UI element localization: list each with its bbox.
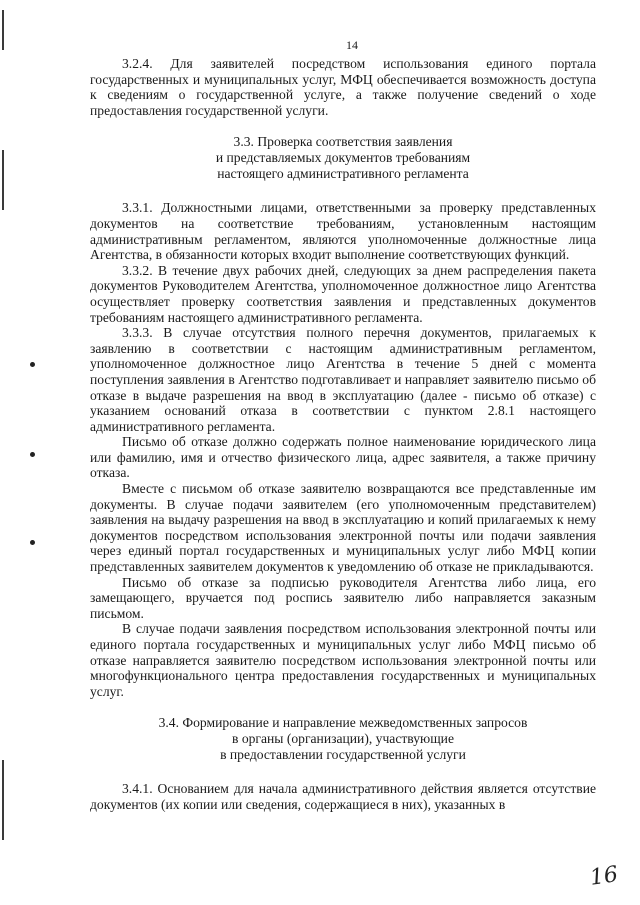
heading-line: и представляемых документов требованиям bbox=[215, 150, 471, 166]
heading-line: настоящего административного регламента bbox=[217, 166, 469, 182]
page-number: 14 bbox=[346, 38, 358, 52]
paragraph-3-2-4: 3.2.4. Для заявителей посредством использования единого портала государственных и муниципальных услуг, МФЦ обеспечивается возможность доступа к сведениям о государственной услуге, а также получение сведений о ходе предоставления государственной услуги. bbox=[90, 56, 596, 118]
heading-line: 3.4. Формирование и направление межведомственных запросов bbox=[158, 715, 528, 731]
paragraph-signature: Письмо об отказе за подписью руководителя Агентства либо лица, его замещающего, вручается под роспись заявителю либо направляется заказным письмом. bbox=[90, 574, 596, 621]
heading-line: 3.3. Проверка соответствия заявления bbox=[233, 134, 453, 150]
section-heading-3-3 bbox=[90, 134, 596, 182]
heading-line: в органы (организации), участвующие bbox=[232, 731, 454, 747]
paragraph-3-3-3: 3.3.3. В случае отсутствия полного перечня документов, прилагаемых к заявлению в соответствии с настоящим административным регламентом, уполномоченное должностное лицо Агентства в течение 5 дней с момента поступления заявления в Агентство подготавливает и направляет заявителю письмо об отказе в выдаче разрешения на ввод в эксплуатацию (далее - письмо об отказе) с указанием оснований отказа в соответствии с пунктом 2.8.1 настоящего административного регламента. bbox=[90, 325, 596, 434]
paragraph-3-3-2: 3.3.2. В течение двух рабочих дней, следующих за днем распределения пакета документов Руководителем Агентства, уполномоченное должностное лицо Агентства осуществляет проверку соответствия заявления и представленных документов требованиям настоящего административного регламента. bbox=[90, 262, 596, 325]
paragraph-3-4-1: 3.4.1. Основанием для начала административного действия является отсутствие документов (их копии или сведения, содержащиеся в них), указанных в bbox=[90, 781, 596, 812]
heading-line: в предоставлении государственной услуги bbox=[220, 747, 466, 763]
hole-punch-dot bbox=[30, 540, 35, 545]
document-body bbox=[90, 56, 596, 813]
hole-punch-dot bbox=[30, 452, 35, 457]
hole-punch-dot bbox=[30, 362, 35, 367]
paragraph-3-3-1: 3.3.1. Должностными лицами, ответственными за проверку представленных документов на соответствие требованиям, установленным настоящим административным регламентом, являются уполномоченные должностные лица Агентства, в обязанности которых входит выполнение соответствующих функций. bbox=[90, 200, 596, 263]
paragraph-refusal-content: Письмо об отказе должно содержать полное наименование юридического лица или фамилию, имя и отчество физического лица, адрес заявителя, а также причину отказа. bbox=[90, 434, 596, 481]
paragraph-return-documents: Вместе с письмом об отказе заявителю возвращаются все представленные им документы. В случае подачи заявителем (его уполномоченным представителем) заявления на выдачу разрешения на ввод в эксплуатацию и копий прилагаемых к нему документов посредством использования электронной почты или подачи заявления через единый портал государственных и муниципальных услуг либо МФЦ копии представленных заявителем документов к уведомлению об отказе не прикладываются. bbox=[90, 481, 596, 575]
handwritten-page-mark: 16 bbox=[588, 862, 620, 891]
scan-edge-mark bbox=[2, 760, 4, 840]
paragraph-electronic: В случае подачи заявления посредством использования электронной почты или единого портала государственных и муниципальных услуг либо МФЦ письмо об отказе направляется заявителю посредством использования электронной почты или многофункционального центра предоставления государственных и муниципальных услуг. bbox=[90, 621, 596, 699]
section-heading-3-4 bbox=[90, 715, 596, 763]
scan-edge-mark bbox=[2, 150, 4, 210]
